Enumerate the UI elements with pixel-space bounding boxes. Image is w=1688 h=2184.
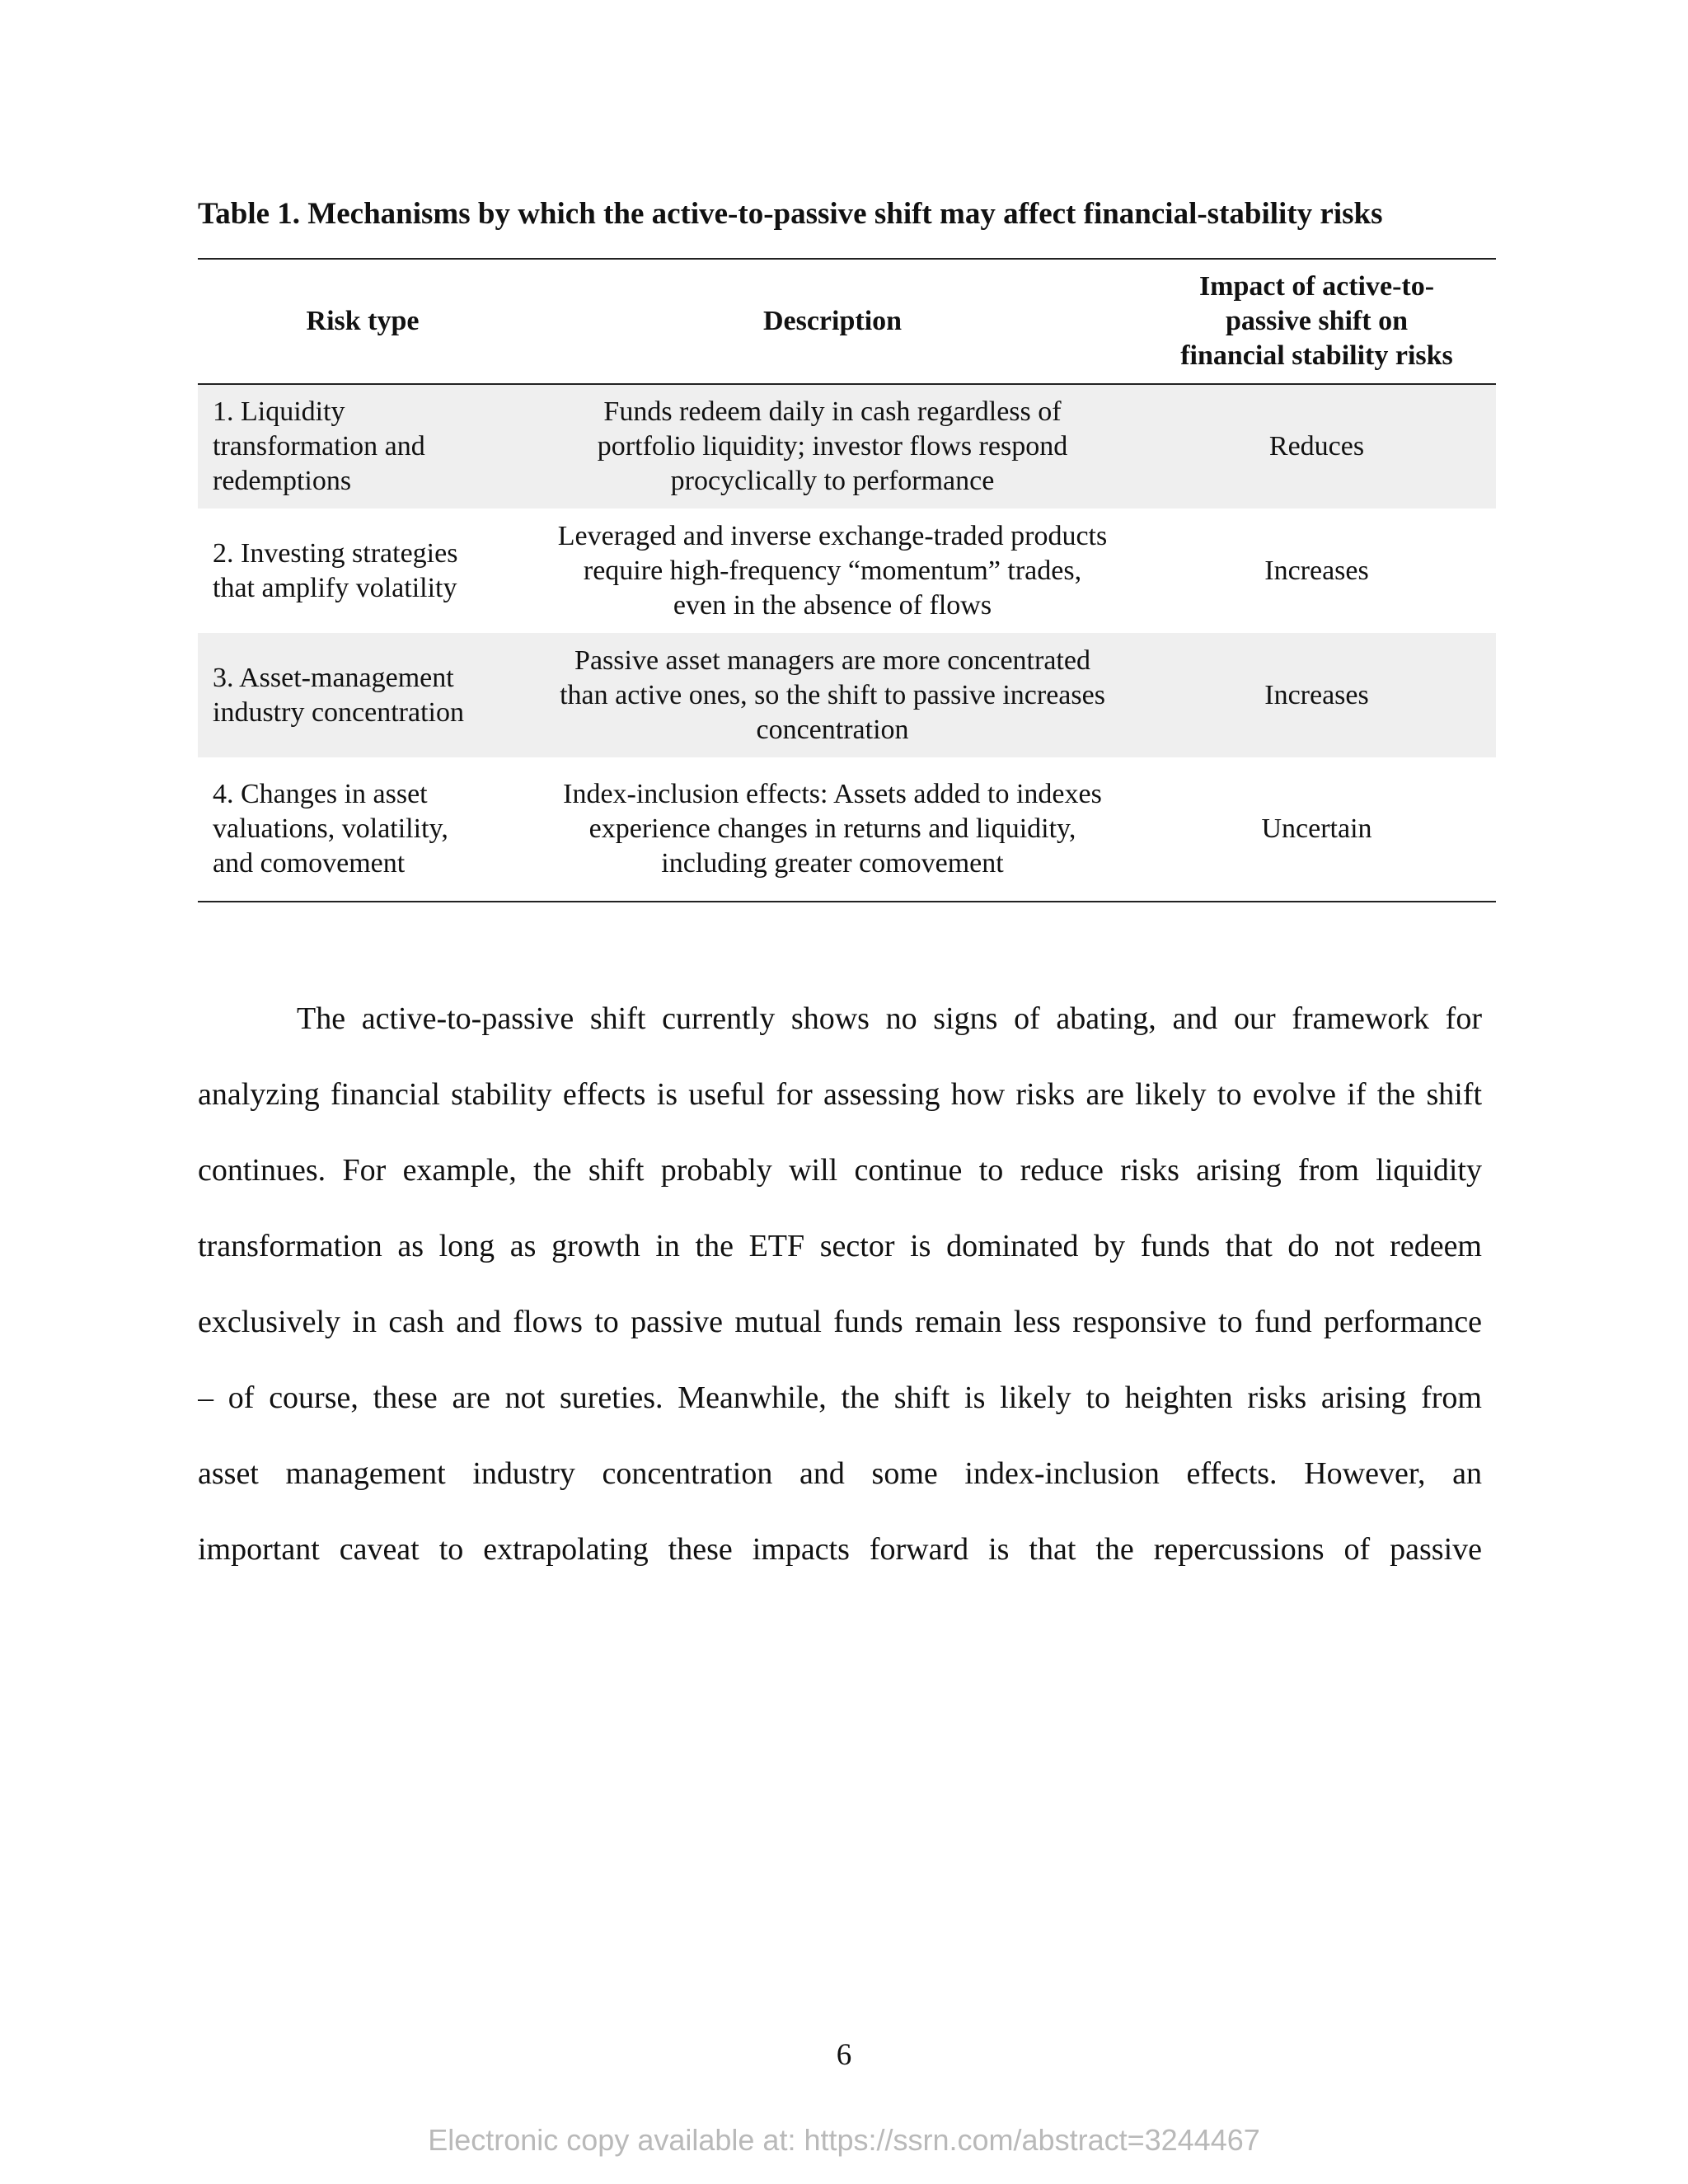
paragraph-line: exclusively in cash and flows to passive mutual funds remain less responsive to fund performance [198, 1305, 1482, 1339]
description-line: Index-inclusion effects: Assets added to indexes [563, 779, 1102, 809]
mechanisms-table [198, 258, 1496, 902]
risk-type-line: valuations, volatility, [213, 813, 448, 844]
risk-type-line: that amplify volatility [213, 572, 457, 603]
risk-type-cell [198, 633, 528, 757]
header-impact [1137, 259, 1496, 384]
risk-type-cell [198, 757, 528, 902]
table-row [198, 757, 1496, 902]
description-line: Leveraged and inverse exchange-traded products [557, 520, 1108, 551]
description-cell [528, 384, 1137, 509]
paragraph-line: asset management industry concentration and some index-inclusion effects. However, an [198, 1456, 1482, 1491]
header-risk-type: Risk type [306, 306, 420, 336]
risk-type-line: and comovement [213, 848, 406, 879]
description-cell [528, 757, 1137, 902]
body-paragraph [198, 997, 1482, 1604]
header-impact-line: Impact of active-to- [1198, 271, 1435, 302]
description-line: Passive asset managers are more concentrated [574, 644, 1090, 676]
paragraph-line: transformation as long as growth in the ETF sector is dominated by funds that do not redeem [198, 1229, 1482, 1263]
paragraph-line: continues. For example, the shift probably will continue to reduce risks arising from liquidity [198, 1153, 1482, 1188]
description-line: procyclically to performance [670, 466, 995, 496]
description-line: including greater comovement [661, 848, 1004, 879]
paragraph-line: important caveat to extrapolating these impacts forward is that the repercussions of passive [198, 1532, 1482, 1567]
risk-type-cell [198, 509, 528, 633]
header-description: Description [762, 306, 903, 336]
description-line: than active ones, so the shift to passive increases [560, 679, 1105, 710]
risk-type-line: industry concentration [213, 696, 464, 728]
ssrn-footer-watermark: Electronic copy available at: https://ssrn.com/abstract=3244467 [428, 2123, 1260, 2157]
table-caption: Table 1. Mechanisms by which the active-to-passive shift may affect financial-stability risks [198, 197, 1383, 231]
risk-type-line: 1. Liquidity [213, 396, 345, 427]
description-cell [528, 509, 1137, 633]
table-row [198, 633, 1496, 757]
description-line: concentration [756, 714, 909, 745]
description-line: require high-frequency “momentum” trades, [583, 555, 1082, 586]
table-header-row [198, 259, 1496, 384]
risk-type-line: 2. Investing strategies [213, 537, 458, 569]
paragraph-line: analyzing financial stability effects is useful for assessing how risks are likely to evolve if the shift [198, 1077, 1482, 1112]
table-row [198, 384, 1496, 509]
risk-type-line: 3. Asset-management [213, 662, 454, 693]
description-line: Funds redeem daily in cash regardless of [603, 396, 1062, 427]
description-line: experience changes in returns and liquidity, [588, 813, 1076, 844]
impact-cell: Increases [1264, 679, 1369, 710]
paragraph-line: – of course, these are not sureties. Meanwhile, the shift is likely to heighten risks arising from [198, 1380, 1482, 1415]
impact-cell: Uncertain [1261, 813, 1372, 844]
risk-type-line: 4. Changes in asset [213, 779, 428, 809]
page-number: 6 [836, 2038, 852, 2072]
description-line: even in the absence of flows [673, 589, 992, 621]
risk-type-line: redemptions [213, 466, 352, 496]
table-row [198, 509, 1496, 633]
impact-cell: Reduces [1268, 431, 1365, 462]
description-cell [528, 633, 1137, 757]
impact-cell: Increases [1264, 555, 1369, 586]
paragraph-line: The active-to-passive shift currently shows no signs of abating, and our framework for [297, 1001, 1482, 1036]
description-line: portfolio liquidity; investor flows respond [597, 431, 1068, 462]
risk-type-line: transformation and [213, 431, 425, 462]
header-impact-line: financial stability risks [1180, 340, 1453, 371]
risk-type-cell [198, 384, 528, 509]
header-impact-line: passive shift on [1225, 306, 1409, 336]
